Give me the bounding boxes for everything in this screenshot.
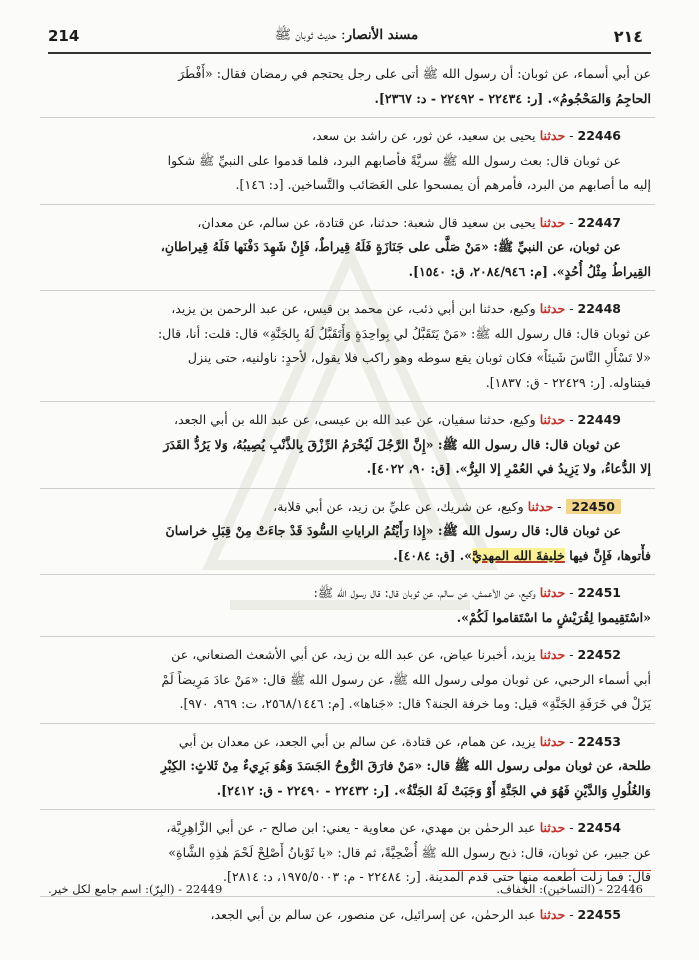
text-line: يَزَلْ في خَرَفَةِ الجَنَّةِ» قيل: وما خرفة الجنة؟ قال: «جَناها». [م: ٢٥٦٨/١٤٤٦، ت: ٩٦٩، ٩٧٠]. [179,696,651,711]
divider [40,290,655,294]
highlighted-phrase: خليفةَ الله المهديَّ [472,547,565,563]
haddathana-label: حدثنا [539,733,566,749]
text-line: - حدثنا عبد الرحمٰن، عن إسرائيل، عن منصور، عن سالم بن أبي الجعد، [210,906,578,922]
text-line: «لا تَسْأَلِ النَّاسَ شَيئاً» فكان ثوبان يقع سوطه وهو راكب فلا يقول، لأحدٍ: ناولنيه، حتى ينزل [187,350,651,365]
hadith-number-highlighted: 22450 [566,499,622,514]
divider [40,809,655,813]
hadith-header-22447 [44,211,651,236]
text-line: عن جبير، عن ثوبان، قال: ذبح رسول الله ﷺ أُضْحِيَّةً، ثم قال: «يا ثَوْبانُ أَصْلِحْ لَحْمَ هٰذِهِ الشَّاةِ» [168,844,651,860]
divider [40,204,655,208]
divider [40,636,655,640]
text-line-highlighted: فأْتوها، فَإِنَّ فيها خليفةَ الله المهديَّ». [ق: ٤٠٨٤]. [393,547,651,563]
haddathana-label: حدثنا [527,498,554,514]
hadith-header-22449 [44,408,651,433]
hadith-header-22454 [44,816,651,841]
hadith-number: 22448 [577,301,621,316]
text-line: عن ثوبان قال: قال رسول الله ﷺ: «إِذا رَأَيْتُمُ الراياتِ السُّودَ قَدْ جاءَتْ مِنْ قِبَلِ خراسانَ [165,523,621,538]
text-line: إليه ما أصابهم من البرد، فأمرهم أن يمسحوا على العَصَائب والتَّساخين. [د: ١٤٦]. [235,177,651,192]
text-line: - حدثنا يحيى بن سعيد، عن ثور، عن راشد بن سعد، [312,128,578,143]
hadith-number: 22455 [577,906,621,922]
header-rule [48,52,651,54]
text-line: عن أبي أسماء، عن ثوبان: أن رسول الله ﷺ أتى على رجل يحتجم في رمضان فقال: «أَفْطَرَ [178,66,651,81]
text-line: - حدثنا يزيد، أخبرنا عياض، عن عبد الله بن زيد، عن أبي الأشعث الصنعاني، عن [171,647,578,662]
hadith-number: 22454 [577,820,621,835]
hadith-number: 22447 [577,214,621,230]
text-line: - حدثنا وكيع، حدثنا سفيان، عن عبد الله بن عيسى، عن عبد الله بن أبي الجعد، [174,412,578,427]
hadith-header-22451 [44,581,651,606]
hadith-header-22448 [44,297,651,322]
text-line: طلحة، عن ثوبان مولى رسول الله ﷺ قال: «مَنْ فارَقَ الرُّوحُ الجَسَدَ وَهُوَ بَرِيءٌ مِنْ ثَلاثٍ: الكِبْرِ [160,758,651,773]
text-line: إلا الدُّعاءُ، ولا يَزِيدُ في العُمْرِ إلا البِرُّ». [ق: ٩٠، ٤٠٢٢]. [366,461,651,476]
haddathana-label: حدثنا [539,128,566,143]
hadith-header-22446 [44,124,651,149]
divider [40,401,655,405]
text-line: - حدثنا وكيع، عن الأعمش، عن سالم، عن ثوبان قال: قال رسول الله ﷺ: [313,585,578,600]
haddathana-label: حدثنا [539,412,566,427]
hadith-header-22455 [44,903,651,928]
hadith-number: 22449 [577,412,621,427]
text-line: عن ثوبان، عن النبيِّ ﷺ: «مَنْ صَلَّى على جَنَازَةٍ فَلَهُ قِيراطٌ، فَإِنْ شَهِدَ دَفْنَها فَلَهُ قِيراطانِ، [160,239,621,254]
divider [40,117,655,121]
hadith-number: 22446 [577,128,621,143]
text-line: عن ثوبان قال: قال رسول الله ﷺ: «إِنَّ الرَّجُلَ لَيُحْرَمُ الرِّزْقَ بِالذَّنْبِ يُصِيبُهُ، وَلا يَرُدُّ القَدَرَ [163,436,621,452]
haddathana-label: حدثنا [539,820,566,835]
hadith-number: 22452 [577,647,621,662]
divider [40,488,655,492]
text-line: قال: فما زلت أطعمه منها حتى قدم المدينة. [ر: ٢٢٤٨٤ - م: ١٩٧٥/٥٠٠٣، د: ٢٨١٤]. [223,869,651,884]
hadith-number: 22453 [577,733,621,749]
text-line: - حدثنا يزيد، عن همام، عن قتادة، عن سالم بن أبي الجعد، عن معدان بن أبي [178,733,578,749]
text-line: - حدثنا وكيع، حدثنا ابن أبي ذئب، عن محمد بن قيس، عن عبد الرحمن بن يزيد، [171,301,578,316]
footnote-22446: 22446 - (التساخين): الخفاف. [496,882,643,896]
document-body [44,62,651,927]
footnote-rule [439,870,651,871]
text-line: أبي أسماء الرحبي، عن ثوبان مولى رسول الله ﷺ، عن رسول الله ﷺ قال: «مَنْ عادَ مَرِيضاً لَمْ [161,671,651,687]
page-header [48,24,643,48]
text-line: - حدثنا وكيع، عن شريك، عن عليِّ بن زيد، عن أبي قلابة، [273,498,566,514]
page-number-arabic: ٢١٤ [613,26,643,46]
hadith-header-22450 [44,495,651,520]
divider [40,574,655,578]
footnotes [48,882,643,896]
text-line: وَالغُلُولِ وَالدَّيْنِ فَهُوَ في الجَنَّةِ أَوْ وَجَبَتْ لَهُ الجَنَّةُ». [ر: ٢٢٤٣٢ - ٢٢٤٩٠ - ق: ٢٤١٢]. [216,782,651,798]
chapter-title: حديث ثوبان ﷺ [274,27,337,43]
text-line: عن ثوبان قال: قال رسول الله ﷺ: «مَنْ يَتَقَبَّلُ لي بِواحِدَةٍ وَأَتَقَبَّلُ لَهُ بِالجَنَّةِ» قال: قلت: أنا، قال: [157,325,651,341]
haddathana-label: حدثنا [539,647,566,662]
hadith-header-22452 [44,643,651,668]
text-line: - حدثنا يحيى بن سعيد قال شعبة: حدثنا، عن قتادة، عن سالم، عن معدان، [197,214,578,230]
text-line: عن ثوبان قال: بعث رسول الله ﷺ سريَّةً فأصابهم البرد، فلما قدموا على النبيِّ ﷺ شكوا [167,152,621,168]
haddathana-label: حدثنا [539,585,566,600]
hadith-number: 22451 [577,585,621,600]
divider [40,896,655,900]
divider [40,723,655,727]
haddathana-label: حدثنا [539,906,566,922]
book-title: مسند الأنصار [345,27,419,43]
hadith-header-22453 [44,730,651,755]
text-line: «اسْتَقِيموا لِقُرَيْشٍ ما اسْتَقاموا لَكُمْ». [456,609,651,625]
haddathana-label: حدثنا [539,301,566,316]
text-line: القِيراطُ مِثْلُ أُحُدٍ». [م: ٢٠٨٤/٩٤٦، ق: ١٥٤٠]. [408,263,651,279]
text-line: فيتناوله. [ر: ٢٢٤٢٩ - ق: ١٨٣٧]. [485,374,651,390]
text-line: الحاجِمُ وَالمَحْجُومُ». [ر: ٢٢٤٣٤ - ٢٢٤٩٢ - د: ٢٣٦٧]. [374,90,651,106]
text-line: - حدثنا عبد الرحمٰن بن مهدي، عن معاوية - يعني: ابن صالح -، عن أبي الزَّاهِرِيَّة، [166,820,578,835]
haddathana-label: حدثنا [539,214,566,230]
page-number: 214 [48,27,80,45]
footnote-22449: 22449 - (البِرّ): اسم جامع لكل خير. [48,882,223,896]
running-title: مسند الأنصار: حديث ثوبان ﷺ [274,27,419,43]
